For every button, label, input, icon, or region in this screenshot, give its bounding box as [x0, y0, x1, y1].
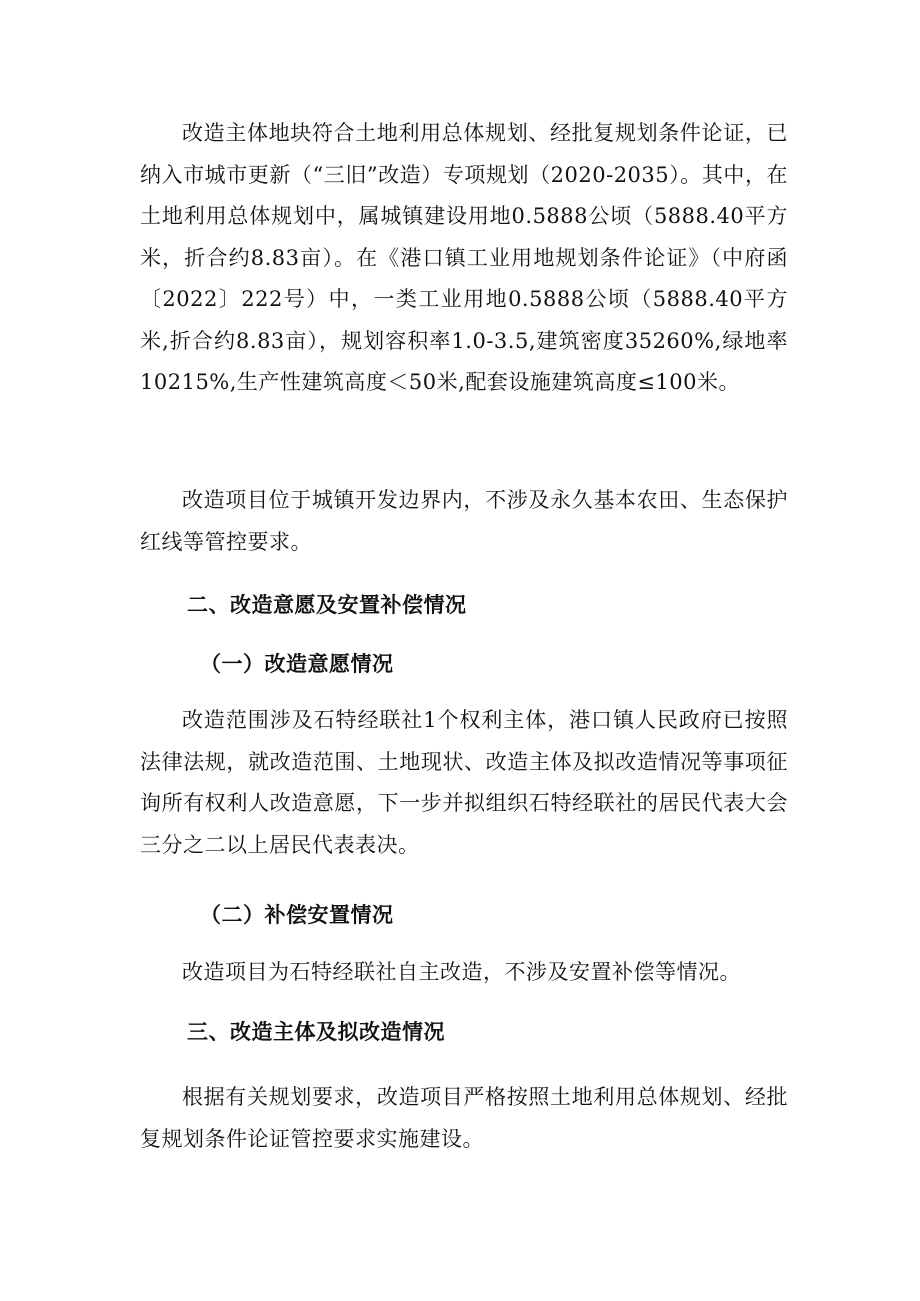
subheading-willingness: （一）改造意愿情况 — [200, 651, 394, 676]
paragraph-development-boundary: 改造项目位于城镇开发边界内，不涉及永久基本农田、生态保护红线等管控要求。 — [140, 488, 788, 554]
section-heading-willingness-compensation: 二、改造意愿及安置补偿情况 — [187, 593, 467, 617]
section-heading-renovation-subject: 三、改造主体及拟改造情况 — [187, 1020, 445, 1044]
subheading-compensation: （二）补偿安置情况 — [200, 902, 394, 927]
paragraph-renovation-requirements: 根据有关规划要求，改造项目严格按照土地利用总体规划、经批复规划条件论证管控要求实施建设。 — [140, 1085, 788, 1151]
paragraph-willingness-details: 改造范围涉及石特经联社1个权利主体，港口镇人民政府已按照法律法规，就改造范围、土地现状、改造主体及拟改造情况等事项征询所有权利人改造意愿，下一步并拟组织石特经联社的居民代表大会三分之二以上居民代表表决。 — [140, 708, 788, 857]
paragraph-planning-compliance: 改造主体地块符合土地利用总体规划、经批复规划条件论证，已纳入市城市更新（“三旧”改造）专项规划（2020-2035）。其中，在土地利用总体规划中，属城镇建设用地0.5888公顷（5888.40平方米，折合约8.83亩）。在《港口镇工业用地规划条件论证》（中府函〔2022〕222号）中，一类工业用地0.5888公顷（5888.40平方米,折合约8.83亩），规划容积率1.0-3.5,建筑密度35260%,绿地率10215%,生产性建筑高度＜50米,配套设施建筑高度≤100米。 — [140, 121, 788, 394]
paragraph-compensation-details: 改造项目为石特经联社自主改造，不涉及安置补偿等情况。 — [182, 960, 741, 984]
